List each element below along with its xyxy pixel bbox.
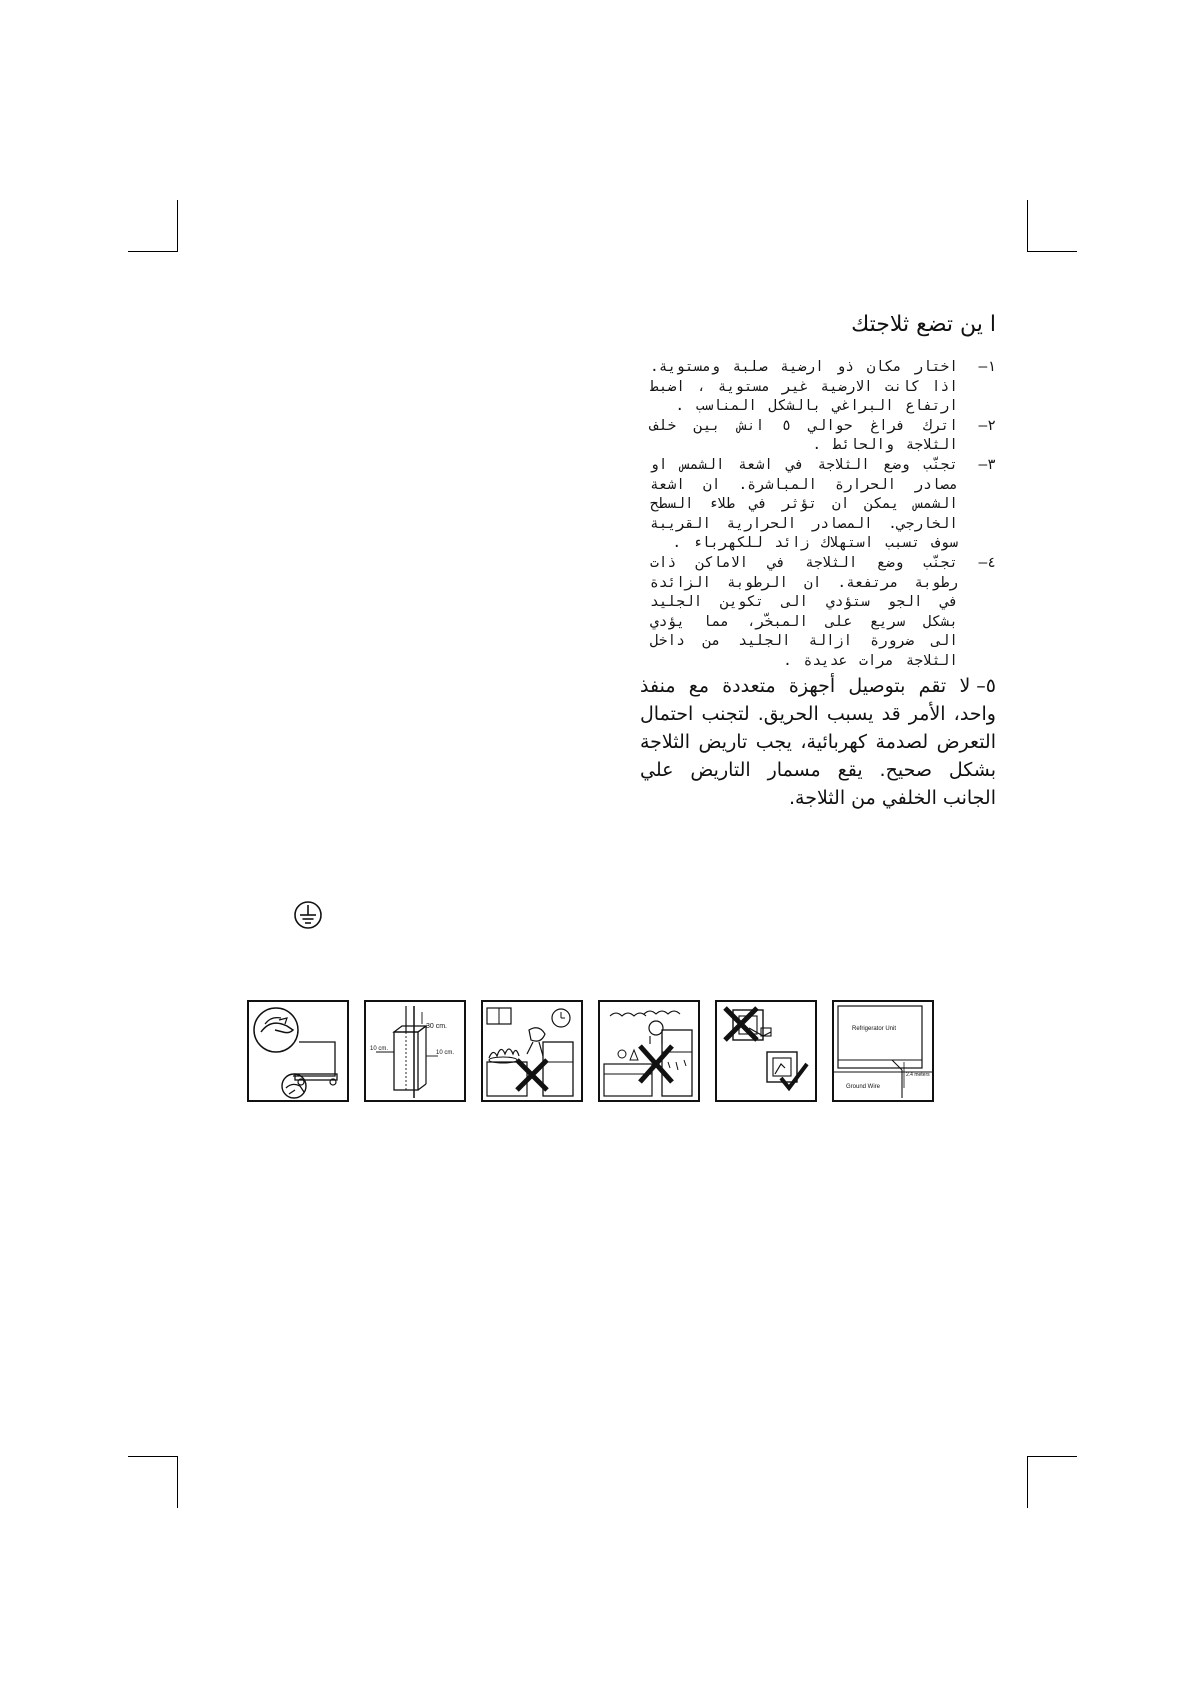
list-item [650,456,996,554]
figure-clearance [364,1000,466,1102]
unit-label: Refrigerator Unit [852,1026,897,1032]
wire-label: Ground Wire [846,1084,881,1090]
crop-mark-top-right-h [1027,251,1077,252]
item-text: لا تقم بتوصيل أجهزة متعددة مع منفذ واحد، الأمر قد يسبب الحريق. لتجنب احتمال التعرض لصدمة كهربائية، يجب تاريض الثلاجة بشكل صحيح. يقع مسمار التاريض علي الجانب الخلفي من الثلاجة. [640,675,996,809]
crop-mark-bottom-right-v [1027,1456,1028,1508]
figure-ground-wire [832,1000,934,1102]
item-number: ٢– [978,417,996,434]
item-number: ٣– [978,456,996,473]
instructions-list [650,358,996,672]
height-label: 2.4 meters [906,1072,930,1078]
clearance-right-label: 10 cm. [436,1050,455,1056]
item-number: ٥– [976,675,996,697]
grounding-warning [640,672,996,812]
list-item [650,554,996,672]
clearance-top-label: 30 cm. [426,1023,448,1030]
list-item [650,417,996,456]
item-text: تجنّب وضع الثلاجة في اشعة الشمس او مصادر الحرارة المباشرة. ان اشعة الشمس يمكن ان تؤثر في طلاء السطح الخارجي. المصادر الحرارية القريبة سوف تسبب استهلاك زائد للكهرباء . [650,456,958,552]
list-item [650,358,996,417]
item-text: اترك فراغ حوالي ٥ انش بين خلف الثلاجة والحائط . [650,417,958,454]
crop-mark-bottom-right-h [1027,1456,1077,1457]
item-text: تجنّب وضع الثلاجة في الاماكن ذات رطوبة مرتفعة. ان الرطوبة الزائدة في الجو ستؤدي الى تكوين الجليد بشكل سريع على المبخّر، مما يؤدي الى ضرورة ازالة الجليد من داخل الثلاجة مرات عديدة . [650,554,958,669]
crop-mark-bottom-left-h [128,1456,178,1457]
crop-mark-top-left-v [177,200,178,252]
figure-level-feet [247,1000,349,1102]
section-title: ا ين تضع ثلاجتك [851,312,996,337]
crop-mark-top-left-h [128,251,178,252]
ground-symbol-icon [293,900,323,930]
clearance-left-label: 10 cm. [370,1046,389,1052]
figure-no-humidity [598,1000,700,1102]
crop-mark-top-right-v [1027,200,1028,252]
crop-mark-bottom-left-v [177,1456,178,1508]
item-number: ٤– [978,554,996,571]
item-text: اختار مكان ذو ارضية صلبة ومستوية. اذا كانت الارضية غير مستوية ، اضبط ارتفاع البراغي بالشكل المناسب . [650,359,958,415]
figure-outlet-plug [715,1000,817,1102]
item-number: ١– [978,359,996,375]
figure-no-heat-source [481,1000,583,1102]
